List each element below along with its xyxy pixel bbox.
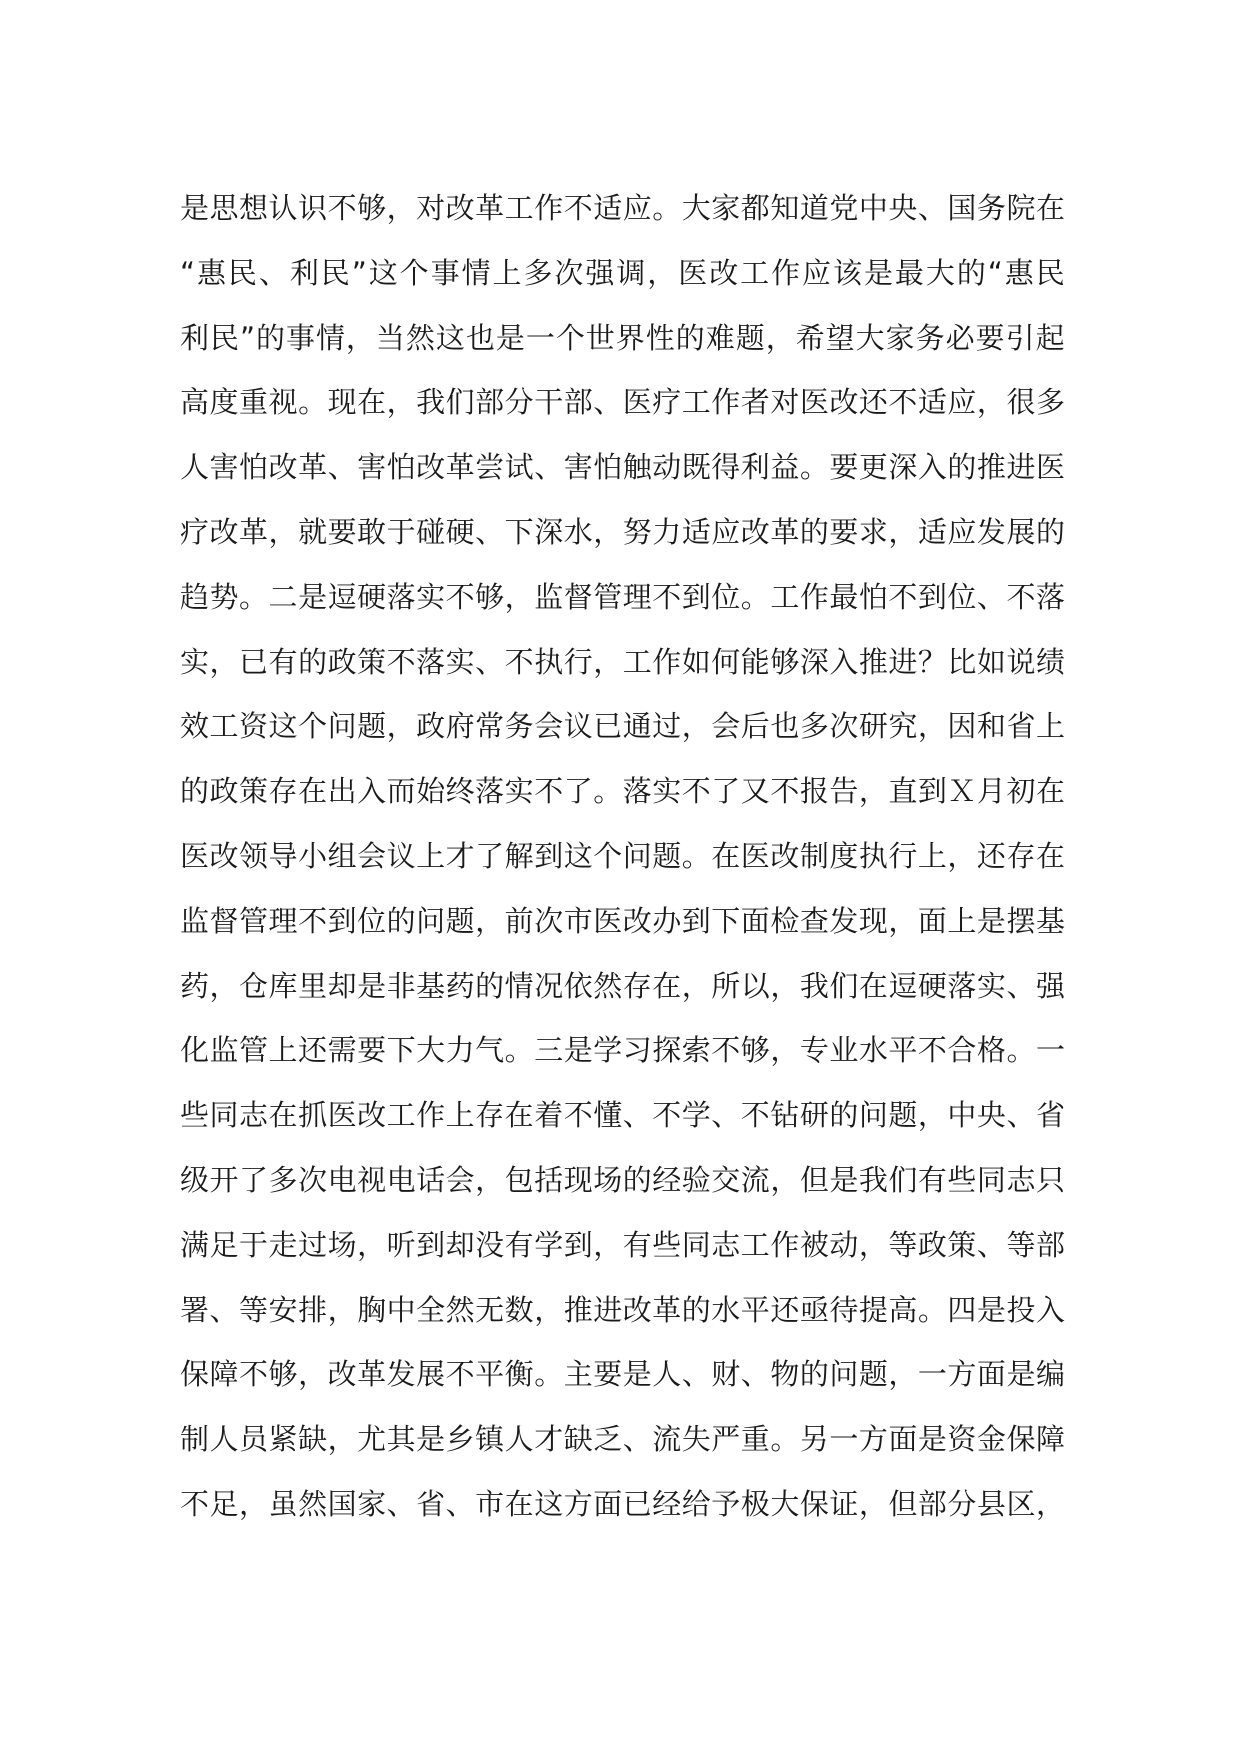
- text-line: 署 、 等 安 排 ， 胸 中 全 然 无 数 ， 推 进 改 革 的 水 平 还 亟 待 提 高 。 四 是 投 入: [180, 1292, 1065, 1327]
- text-line: 制 人 员 紧 缺 ， 尤 其 是 乡 镇 人 才 缺 乏 、 流 失 严 重 。 另 一 方 面 是 资 金 保 障: [180, 1422, 1065, 1457]
- body-text: [180, 187, 1065, 1548]
- text-line: 趋 势 。 二 是 逗 硬 落 实 不 够 ， 监 督 管 理 不 到 位 。 工 作 最 怕 不 到 位 、 不 落: [180, 579, 1065, 614]
- text-line: “ 惠 民 、 利 民 ” 这 个 事 情 上 多 次 强 调 ， 医 改 工 作 应 该 是 最 大 的 “ 惠 民: [180, 255, 1065, 290]
- text-line: 医 改 领 导 小 组 会 议 上 才 了 解 到 这 个 问 题 。 在 医 改 制 度 执 行 上 ， 还 存 在: [180, 838, 1065, 873]
- text-line: 不 足 ， 虽 然 国 家 、 省 、 市 在 这 方 面 已 经 给 予 极 大 保 证 ， 但 部 分 县 区 ，: [180, 1486, 1065, 1521]
- text-line: 高 度 重 视 。 现 在 ， 我 们 部 分 干 部 、 医 疗 工 作 者 对 医 改 还 不 适 应 ， 很 多: [180, 385, 1065, 420]
- text-line: 利 民 ” 的 事 情 ， 当 然 这 也 是 一 个 世 界 性 的 难 题 ， 希 望 大 家 务 必 要 引 起: [180, 320, 1065, 355]
- text-line: 级 开 了 多 次 电 视 电 话 会 ， 包 括 现 场 的 经 验 交 流 ， 但 是 我 们 有 些 同 志 只: [180, 1162, 1065, 1197]
- text-line: 保 障 不 够 ， 改 革 发 展 不 平 衡 。 主 要 是 人 、 财 、 物 的 问 题 ， 一 方 面 是 编: [180, 1357, 1065, 1392]
- text-line: 是 思 想 认 识 不 够 ， 对 改 革 工 作 不 适 应 。 大 家 都 知 道 党 中 央 、 国 务 院 在: [180, 191, 1065, 225]
- text-line: 药 ， 仓 库 里 却 是 非 基 药 的 情 况 依 然 存 在 ， 所 以 ， 我 们 在 逗 硬 落 实 、 强: [180, 968, 1065, 1003]
- text-line: 人 害 怕 改 革 、 害 怕 改 革 尝 试 、 害 怕 触 动 既 得 利 益 。 要 更 深 入 的 推 进 医: [180, 450, 1065, 485]
- text-line: 化 监 管 上 还 需 要 下 大 力 气 。 三 是 学 习 探 索 不 够 ， 专 业 水 平 不 合 格 。 一: [180, 1033, 1065, 1068]
- text-line: 实 ， 已 有 的 政 策 不 落 实 、 不 执 行 ， 工 作 如 何 能 够 深 入 推 进 ？ 比 如 说 绩: [180, 644, 1065, 679]
- text-line: 些 同 志 在 抓 医 改 工 作 上 存 在 着 不 懂 、 不 学 、 不 钻 研 的 问 题 ， 中 央 、 省: [180, 1098, 1065, 1133]
- text-line: 的 政 策 存 在 出 入 而 始 终 落 实 不 了 。 落 实 不 了 又 不 报 告 ， 直 到 Ｘ 月 初 在: [180, 774, 1065, 809]
- text-line: 满 足 于 走 过 场 ， 听 到 却 没 有 学 到 ， 有 些 同 志 工 作 被 动 ， 等 政 策 、 等 部: [180, 1227, 1065, 1262]
- text-line: 效 工 资 这 个 问 题 ， 政 府 常 务 会 议 已 通 过 ， 会 后 也 多 次 研 究 ， 因 和 省 上: [180, 709, 1065, 744]
- text-line: 疗 改 革 ， 就 要 敢 于 碰 硬 、 下 深 水 ， 努 力 适 应 改 革 的 要 求 ， 适 应 发 展 的: [180, 514, 1065, 549]
- text-line: 监 督 管 理 不 到 位 的 问 题 ， 前 次 市 医 改 办 到 下 面 检 查 发 现 ， 面 上 是 摆 基: [180, 903, 1065, 938]
